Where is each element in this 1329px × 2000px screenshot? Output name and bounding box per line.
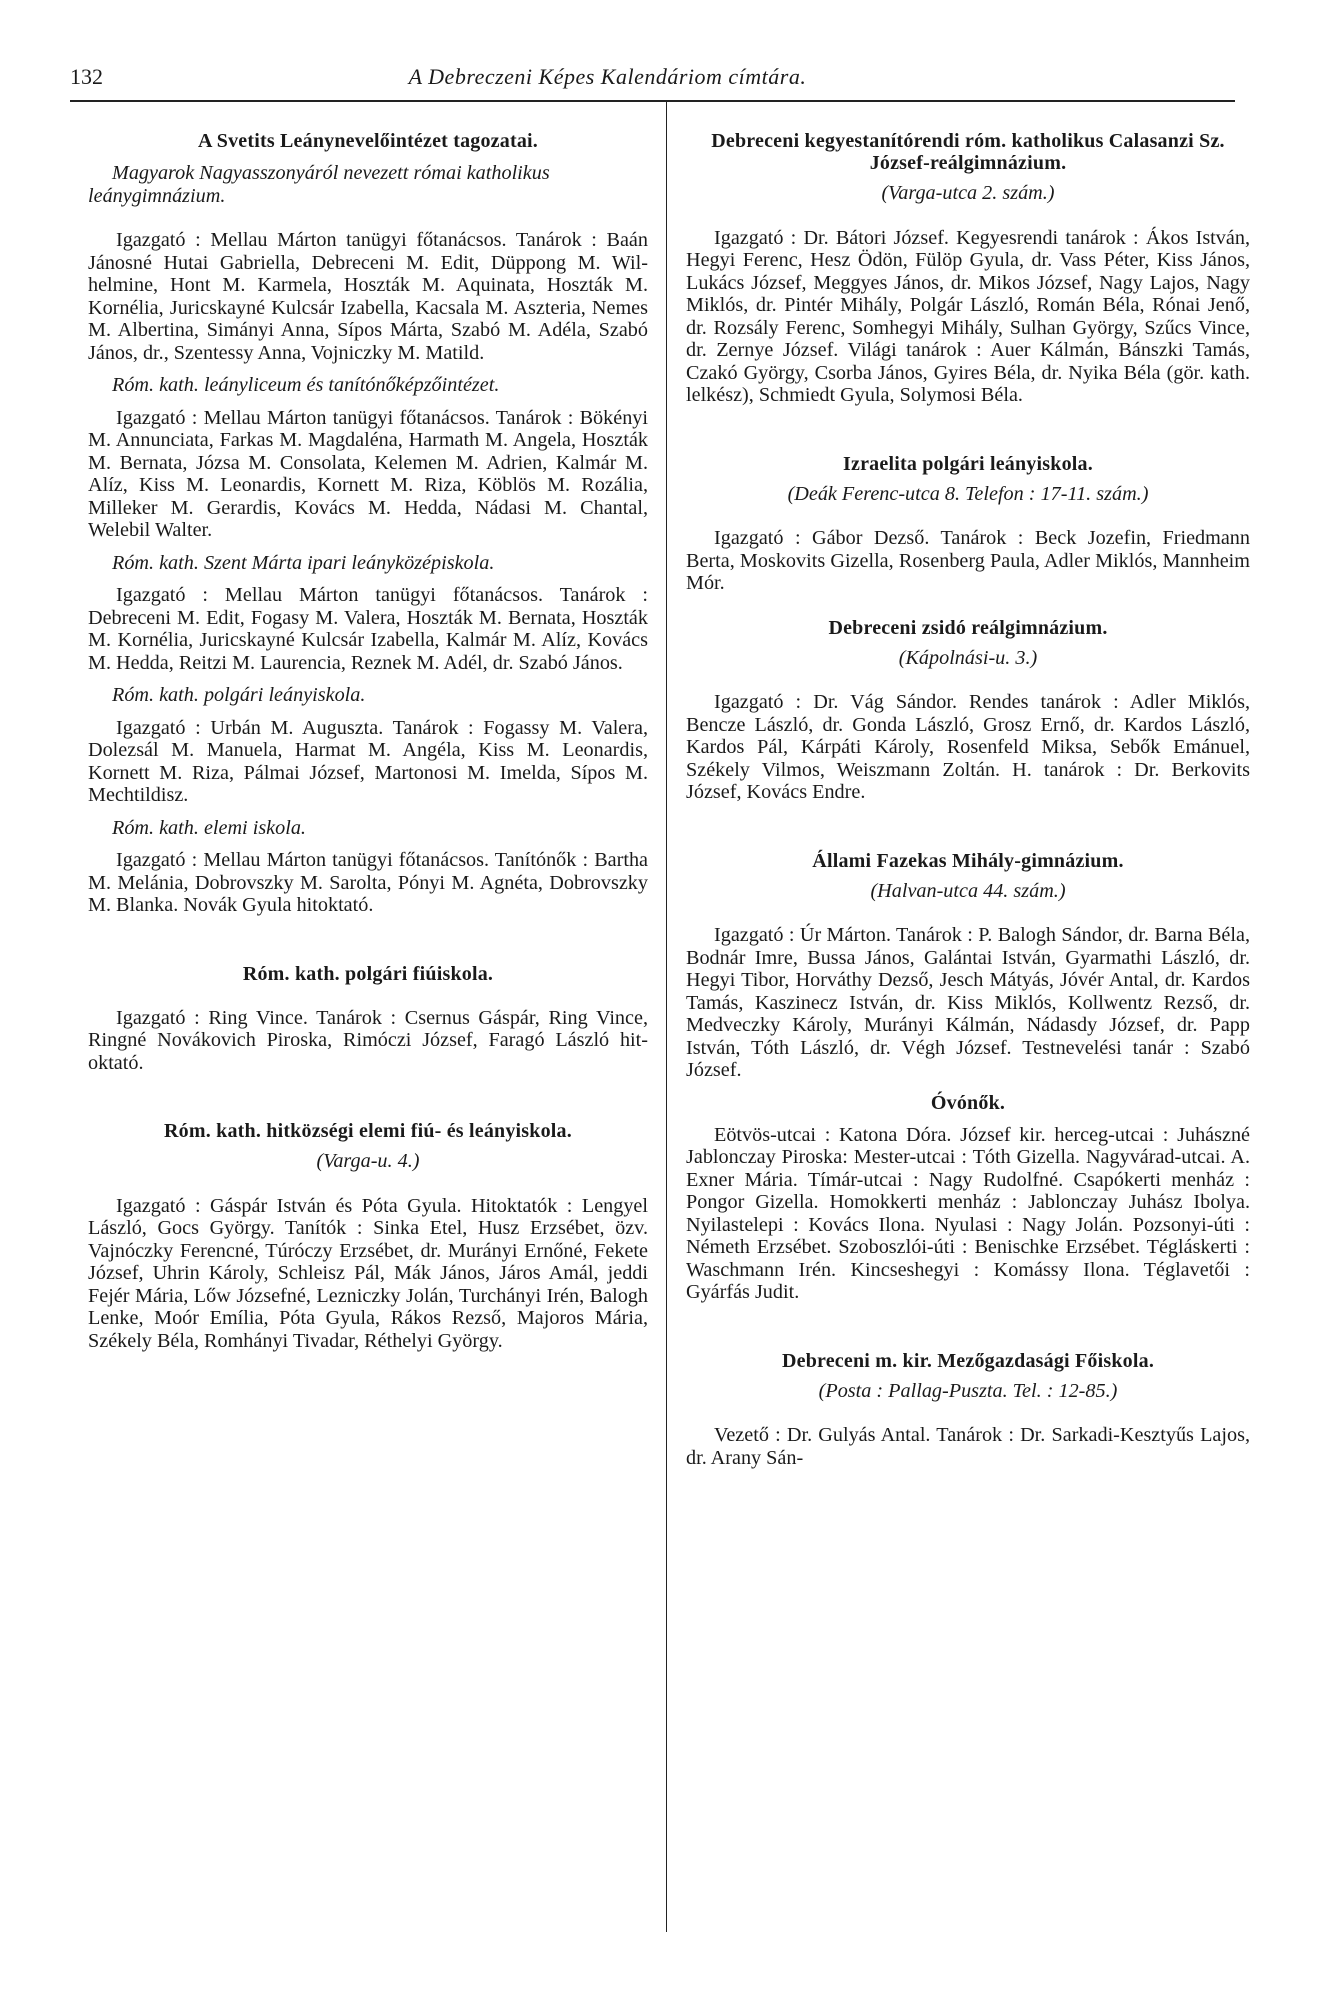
- section-body: Igazgató : Gáspár István és Póta Gyula. Hitoktatók : Lengyel László, Gocs György. Tanítók : Sinka Etel, Husz Erzsébet, özv. Vajnóczky Ferencné, Túróczy Erzsébet, dr. Murányi Ernőné, Fekete József, Uhrin Károly, Schleisz Pál, Mák János, Járos Amál, jeddi Fejér Mária, Lőw Józsefné, Lezniczky Jolán, Turchányi Irén, Balogh Lenke, Moór Emília, Póta Gyula, Rákos Rezső, Majoros Mária, Székely Béla, Romhányi Tivadar, Réthelyi György.: [88, 1194, 648, 1352]
- section-szent-marta: [88, 552, 648, 675]
- section-izraelita-leanyiskola: [686, 453, 1250, 595]
- section-fazekas-gimnazium: [686, 850, 1250, 1082]
- section-title: Róm. kath. hitközségi elemi fiú- és leányiskola.: [164, 1120, 572, 1142]
- section-svetits: [88, 130, 648, 364]
- section-ovonok: [686, 1092, 1250, 1304]
- section-body: Igazgató : Dr. Vág Sándor. Rendes tanárok : Adler Miklós, Bencze László, dr. Gonda László, Grosz Ernő, dr. Kardos László, Kardos Pál, Kárpáti Károly, Rosenfeld Miksa, Sebők Emánuel, Székely Vilmos, Weiszmann Zoltán. H. tanárok : Dr. Berkovits József, Kovács Endre.: [686, 691, 1250, 803]
- section-title: Debreceni kegyestanítórendi róm. katholikus Calasanzi Sz. József-reálgimnázium.: [711, 130, 1225, 174]
- section-body: Vezető : Dr. Gulyás Antal. Tanárok : Dr. Sarkadi-Kesztyűs Lajos, dr. Arany Sán-: [686, 1424, 1250, 1469]
- section-title: Izraelita polgári leányiskola.: [843, 452, 1093, 475]
- page-header: [70, 60, 1235, 100]
- section-polgari-leanyiskola: [88, 684, 648, 807]
- section-body: Eötvös-utcai : Katona Dóra. József kir. herceg-utcai : Juhászné Jablonczay Piroska: Mester-utcai : Tóth Gizella. Nagyvárad-utcai. A. Exner Mária. Tímár-utcai : Nagy Rudolfné. Csapókerti menház : Pongor Gizella. Homokkerti menház : Jablonczay Juhász Ibolya. Nyilastelepi : Kovács Ilona. Nyulasi : Nagy Jolán. Pozsonyi-úti : Németh Erzsébet. Szoboszlói-úti : Benischke Erzsébet. Tégláskerti : Waschmann Irén. Kincseshegyi : Komássy Ilona. Téglavetői : Gyárfás Judit.: [686, 1123, 1250, 1303]
- section-body: Igazgató : Dr. Bátori József. Kegyesrendi tanárok : Ákos István, Hegyi Ferenc, Hesz Ödön, Fülöp Gyula, dr. Vass Péter, Kiss János, Lukács József, Meggyes János, dr. Mikos József, Nagy Lajos, Nagy Miklós, dr. Pintér Mihály, Polgár László, Román Béla, Rónai Jenő, dr. Rozsály Ferenc, Somhegyi Mihály, Sulhan György, Szűcs Vince, dr. Zernye József. Világi tanárok : Auer Kálmán, Bánszki Tamás, Czakó György, Csorba János, Gyires Béla, dr. Nyika Béla (gör. kath. lelkész), Schmiedt Gyula, Solymosi Béla.: [686, 226, 1250, 406]
- section-body: Igazgató : Mellau Márton tanügyi főtanácsos. Tanárok : Bökényi M. Annunciata, Farkas M. Magdaléna, Harmath M. Angela, Hoszták M. Bernata, Józsa M. Consolata, Kelemen M. Adrien, Kalmár M. Alíz, Kiss M. Leonardis, Kornett M. Riza, Köblös M. Rozália, Milleker M. Gerardis, Kovács M. Hedda, Nádasi M. Chantal, Welebil Walter.: [88, 406, 648, 541]
- section-body: Igazgató : Úr Márton. Tanárok : P. Balogh Sándor, dr. Barna Béla, Bodnár Imre, Bussa János, Galántai István, Gyarmathi László, dr. Hegyi Tibor, Horváthy Dezső, Jesch Mátyás, Jóvér Antal, dr. Kardos Tamás, Kaszinecz István, dr. Kiss Miklós, Kollwentz Rezső, dr. Medveczky Károly, Murányi Kálmán, Nádasdy József, dr. Papp István, Tóth László, dr. Végh József. Testnevelési tanár : Szabó József.: [686, 924, 1250, 1081]
- section-title: Róm. kath. polgári fiúiskola.: [242, 962, 494, 985]
- section-body: Igazgató : Gábor Dezső. Tanárok : Beck Jozefin, Friedmann Berta, Moskovits Gizella, Rosenberg Paula, Adler Miklós, Mannheim Mór.: [686, 527, 1250, 594]
- section-title: Debreceni m. kir. Mezőgazdasági Főiskola.: [781, 1349, 1155, 1372]
- section-subtitle: Róm. kath. elemi iskola.: [112, 816, 306, 839]
- section-zsido-realgimnazium: [686, 617, 1250, 804]
- section-body: Igazgató : Mellau Márton tanügyi főtanácsos. Tanárok : Debreceni M. Edit, Fogasy M. Valera, Hoszták M. Bernata, Hoszták M. Kornélia, Juricskayné Kulcsár Izabella, Kalmár M. Alíz, Kovács M. Hedda, Reitzi M. Laurencia, Reznek M. Adél, dr. Szabó János.: [88, 584, 648, 674]
- section-address: (Kápolnási-u. 3.): [898, 646, 1038, 669]
- section-elemi-iskola: [88, 817, 648, 917]
- section-address: (Varga-utca 2. szám.): [881, 182, 1055, 204]
- section-subtitle: Róm. kath. leányliceum és tanítónőképzőintézet.: [112, 374, 500, 396]
- section-body: Igazgató : Mellau Márton tanügyi főtanácsos. Tanítónők : Bartha M. Melánia, Dobrovszky M. Sarolta, Pónyi M. Agnéta, Dobrovszky M. Blanka. Novák Gyula hitoktató.: [88, 849, 648, 916]
- section-body: Igazgató : Ring Vince. Tanárok : Csernus Gáspár, Ring Vince, Ringné Novákovich Piroska, Rimóczi József, Faragó László hitoktató.: [88, 1006, 648, 1074]
- page-number: 132: [70, 64, 103, 89]
- section-body: Igazgató : Mellau Márton tanügyi főtanácsos. Tanárok : Baán Jánosné Hutai Gabriella, Debreceni M. Edit, Düppong M. Wilhelmine, Hont M. Karmela, Hoszták M. Aquinata, Hoszták M. Kornélia, Juricskayné Kulcsár Izabella, Kacsala M. Aszteria, Nemes M. Albertina, Simányi Anna, Sípos Márta, Szabó M. Adéla, Szabó János, dr., Szentessy Anna, Vojniczky M. Matild.: [88, 229, 648, 364]
- section-hitkozsegi-iskola: [88, 1120, 648, 1352]
- running-title: A Debreczeni Képes Kalendáriom címtára.: [408, 64, 807, 89]
- header-rule: [70, 100, 1235, 102]
- section-title: Állami Fazekas Mihály-gimnázium.: [812, 849, 1124, 872]
- section-kegyesrendi-gimnazium: [686, 130, 1250, 407]
- section-subtitle: Róm. kath. Szent Márta ipari leányközépiskola.: [112, 551, 495, 574]
- section-address: (Varga-u. 4.): [316, 1150, 420, 1172]
- section-title: A Svetits Leánynevelőintézet tagozatai.: [198, 130, 538, 152]
- section-title: Debreceni zsidó reálgimnázium.: [828, 616, 1108, 639]
- section-title: Óvónők.: [930, 1091, 1006, 1114]
- section-subtitle: Magyarok Nagyasszonyáról nevezett római katholikus leánygimnázium.: [88, 162, 550, 207]
- left-column: [88, 130, 648, 1352]
- section-address: (Halvan-utca 44. szám.): [870, 879, 1066, 902]
- section-address: (Posta : Pallag-Puszta. Tel. : 12-85.): [818, 1379, 1118, 1402]
- section-mezogazdasagi-foiskola: [686, 1350, 1250, 1470]
- section-subtitle: Róm. kath. polgári leányiskola.: [112, 684, 366, 706]
- section-polgari-fiuiskola: [88, 963, 648, 1075]
- column-divider: [666, 102, 667, 1932]
- section-leanyliceum: [88, 374, 648, 542]
- section-body: Igazgató : Urbán M. Auguszta. Tanárok : Fogassy M. Valera, Dolezsál M. Manuela, Harmat M. Angéla, Kiss M. Leonardis, Kornett M. Riza, Pálmai József, Martonosi M. Imelda, Sípos M. Mechtildisz.: [88, 716, 648, 806]
- section-address: (Deák Ferenc-utca 8. Telefon : 17-11. szám.): [787, 482, 1149, 505]
- right-column: [686, 130, 1250, 1469]
